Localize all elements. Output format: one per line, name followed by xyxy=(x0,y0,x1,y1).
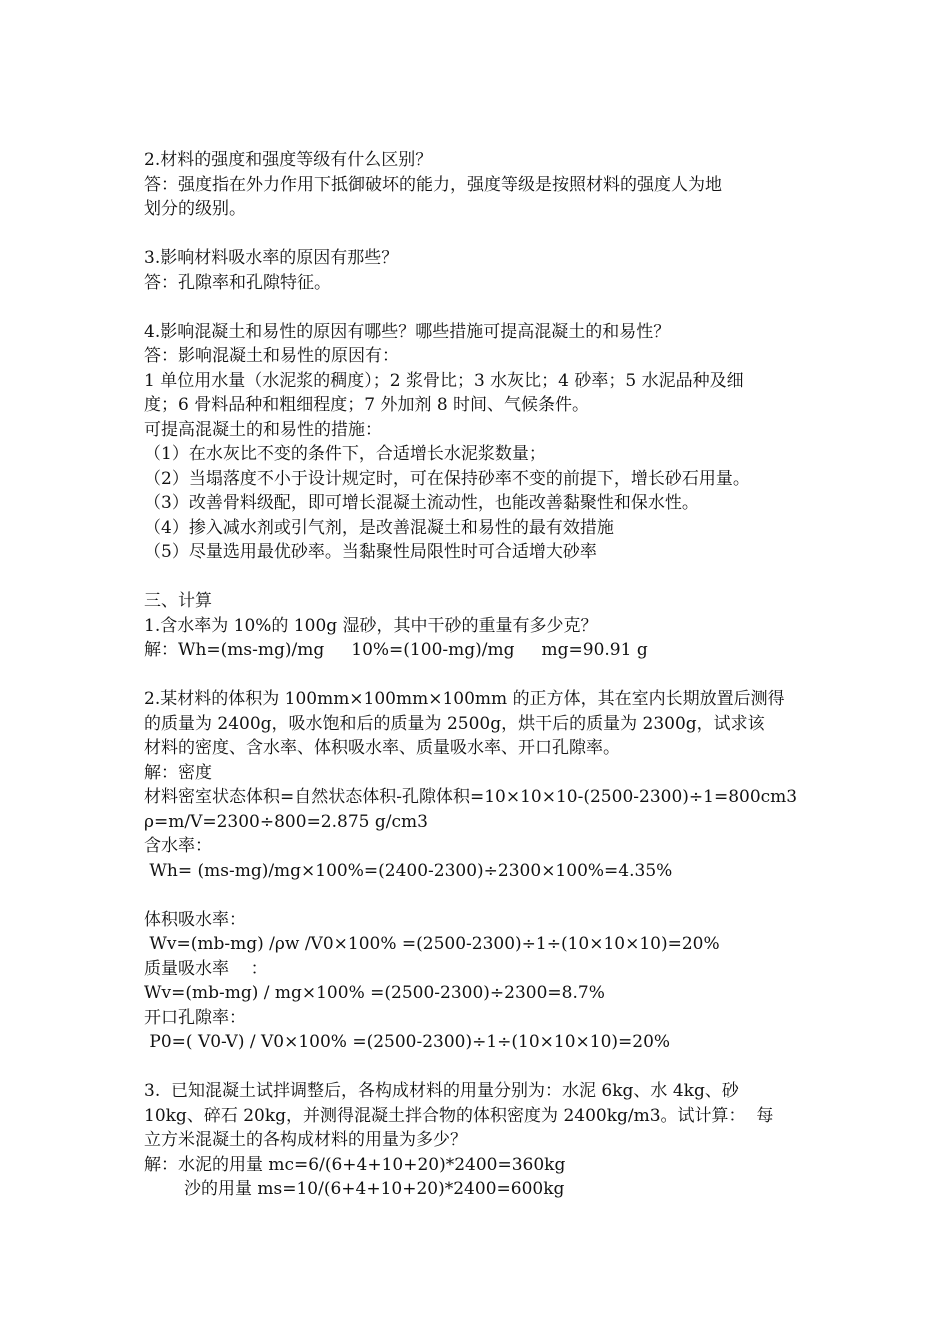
question-2: 2.材料的强度和强度等级有什么区别？ xyxy=(144,150,433,170)
calc-2-density-line-1: 材料密室状态体积=自然状态体积-孔隙体积=10×10×10-(2500-2300)÷1=800cm3 xyxy=(144,787,798,807)
answer-4-measures-intro: 可提高混凝土的和易性的措施： xyxy=(144,419,382,440)
calc-3-solution-line-2: 沙的用量 ms=10/(6+4+10+20)*2400=600kg xyxy=(184,1179,565,1199)
question-4: 4.影响混凝土和易性的原因有哪些？哪些措施可提高混凝土的和易性？ xyxy=(144,321,671,342)
calc-2-question-line-3: 材料的密度、含水率、体积吸水率、质量吸水率、开口孔隙率。 xyxy=(144,738,620,758)
measure-item: （3）改善骨料级配，即可增长混凝土流动性，也能改善黏聚性和保水性。 xyxy=(144,493,699,513)
blank-line xyxy=(144,295,834,320)
calc-2-porosity-label: 开口孔隙率： xyxy=(144,1007,246,1028)
answer-3: 答：孔隙率和孔隙特征。 xyxy=(144,272,331,293)
blank-line xyxy=(144,663,834,688)
answer-2-line-2: 划分的级别。 xyxy=(144,199,246,219)
calc-3-question-line-1: 3. 已知混凝土试拌调整后，各构成材料的用量分别为：水泥 6kg、水 4kg、砂 xyxy=(144,1081,739,1101)
answer-4-intro: 答：影响混凝土和易性的原因有： xyxy=(144,346,399,366)
calc-2-question-line-1: 2.某材料的体积为 100mm×100mm×100mm 的正方体，其在室内长期放置后测得 xyxy=(144,689,785,709)
calc-2-question-line-2: 的质量为 2400g，吸水饱和后的质量为 2500g，烘干后的质量为 2300g，试求该 xyxy=(144,713,765,734)
blank-line xyxy=(144,1055,834,1080)
calc-2-moisture-label: 含水率： xyxy=(144,836,212,856)
calc-1-solution: 解：Wh=(ms-mg)/mg 10%=(100-mg)/mg mg=90.91 g xyxy=(144,640,648,660)
section-heading: 三、计算 xyxy=(144,591,212,611)
calc-2-moisture-formula: Wh= (ms-mg)/mg×100%=(2400-2300)÷2300×100%=4.35% xyxy=(144,860,673,881)
calc-3-question-line-2: 10kg、碎石 20kg，并测得混凝土拌合物的体积密度为 2400kg/m3。试计算： 每 xyxy=(144,1105,774,1126)
measure-item: （2）当塌落度不小于设计规定时，可在保持砂率不变的前提下，增长砂石用量。 xyxy=(144,468,750,489)
blank-line xyxy=(144,883,834,908)
question-3: 3.影响材料吸水率的原因有那些？ xyxy=(144,248,399,268)
answer-4-factors-line-2: 度；6 骨料品种和粗细程度；7 外加剂 8 时间、气候条件。 xyxy=(144,395,590,415)
answer-4-factors-line-1: 1 单位用水量（水泥浆的稠度）；2 浆骨比；3 水灰比；4 砂率；5 水泥品种及细 xyxy=(144,370,744,391)
calc-2-volume-absorption-formula: Wv=(mb-mg) /ρw /V0×100% =(2500-2300)÷1÷(10×10×10)=20% xyxy=(144,934,720,954)
calc-3-solution-line-1: 解：水泥的用量 mc=6/(6+4+10+20)*2400=360kg xyxy=(144,1154,566,1175)
document-body xyxy=(144,148,834,1202)
blank-line xyxy=(144,565,834,590)
calc-2-porosity-formula: P0=( V0-V) / V0×100% =(2500-2300)÷1÷(10×10×10)=20% xyxy=(144,1032,671,1052)
calc-2-volume-absorption-label: 体积吸水率： xyxy=(144,909,246,930)
calc-2-mass-absorption-label: 质量吸水率 ： xyxy=(144,958,268,979)
answer-2-line-1: 答：强度指在外力作用下抵御破坏的能力，强度等级是按照材料的强度人为地 xyxy=(144,174,722,195)
measure-item: （1）在水灰比不变的条件下，合适增长水泥浆数量； xyxy=(144,444,546,464)
calc-2-density-label: 解：密度 xyxy=(144,762,212,783)
measure-item: （4）掺入减水剂或引气剂，是改善混凝土和易性的最有效措施 xyxy=(144,517,614,538)
blank-line xyxy=(144,222,834,247)
calc-2-mass-absorption-formula: Wv=(mb-mg) / mg×100% =(2500-2300)÷2300=8.7% xyxy=(144,983,605,1003)
calc-2-density-line-2: ρ=m/V=2300÷800=2.875 g/cm3 xyxy=(144,811,428,832)
calc-1-question: 1.含水率为 10%的 100g 湿砂，其中干砂的重量有多少克？ xyxy=(144,615,598,636)
calc-3-question-line-3: 立方米混凝土的各构成材料的用量为多少？ xyxy=(144,1130,467,1150)
measure-item: （5）尽量选用最优砂率。当黏聚性局限性时可合适增大砂率 xyxy=(144,542,597,562)
